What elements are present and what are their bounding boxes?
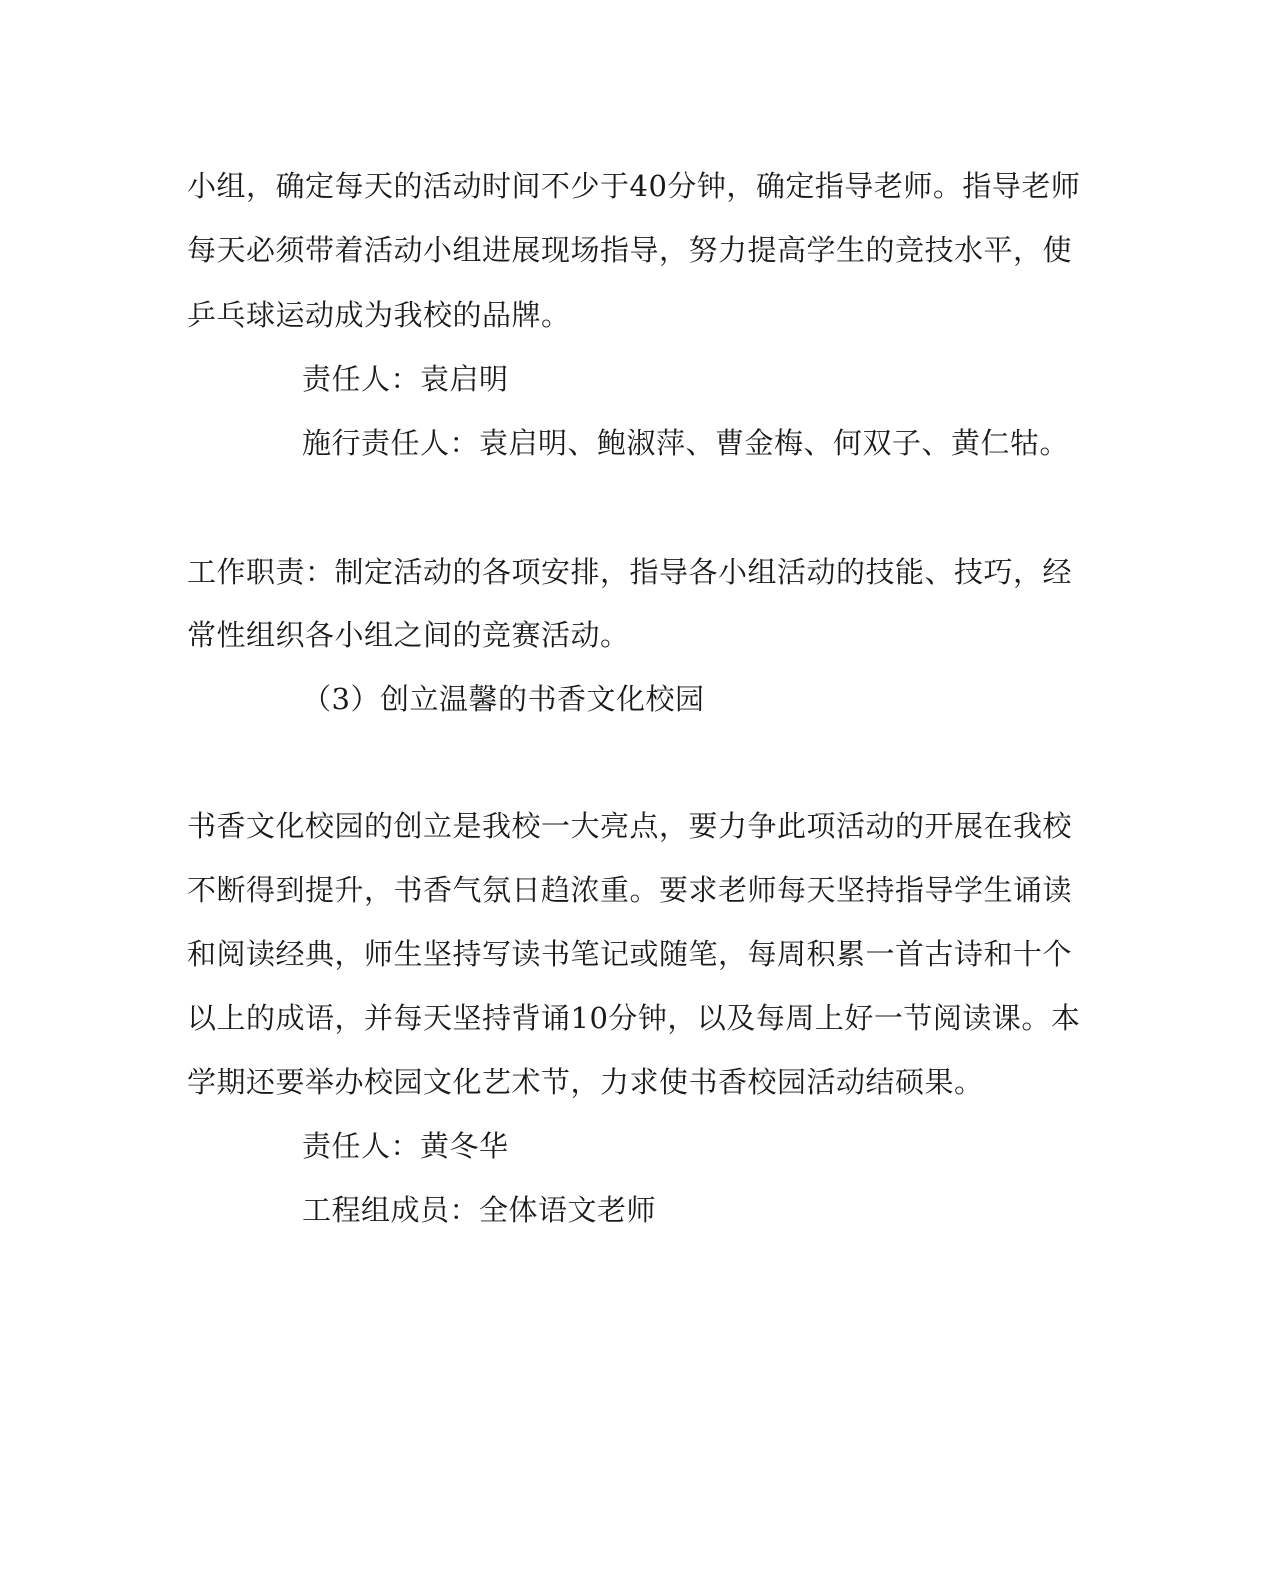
paragraph-1-line-3: 乒乓球运动成为我校的品牌。 <box>187 298 571 332</box>
paragraph-2-line-5: 学期还要举办校园文化艺术节，力求使书香校园活动结硕果。 <box>187 1065 984 1099</box>
project-members: 工程组成员：全体语文老师 <box>302 1193 657 1227</box>
section-heading: （3）创立温馨的书香文化校园 <box>302 682 705 716</box>
paragraph-2-line-3: 和阅读经典，师生坚持写读书笔记或随笔，每周积累一首古诗和十个 <box>187 937 1073 971</box>
responsible-person-2: 责任人：黄冬华 <box>302 1129 509 1163</box>
paragraph-2-line-1: 书香文化校园的创立是我校一大亮点，要力争此项活动的开展在我校 <box>187 809 1073 843</box>
paragraph-1-line-2: 每天必须带着活动小组进展现场指导，努力提高学生的竞技水平，使 <box>187 233 1073 267</box>
duties-line-1: 工作职责：制定活动的各项安排，指导各小组活动的技能、技巧，经 <box>187 555 1073 589</box>
duties-line-2: 常性组织各小组之间的竞赛活动。 <box>187 618 630 652</box>
responsible-person-1: 责任人：袁启明 <box>302 362 509 396</box>
paragraph-2-line-4: 以上的成语，并每天坚持背诵10分钟，以及每周上好一节阅读课。本 <box>187 1001 1081 1035</box>
paragraph-2-line-2: 不断得到提升，书香气氛日趋浓重。要求老师每天坚持指导学生诵读 <box>187 873 1073 907</box>
paragraph-1-line-1: 小组，确定每天的活动时间不少于40分钟，确定指导老师。指导老师 <box>187 169 1081 203</box>
implementers-1: 施行责任人：袁启明、鲍淑萍、曹金梅、何双子、黄仁牯。 <box>302 426 1070 460</box>
